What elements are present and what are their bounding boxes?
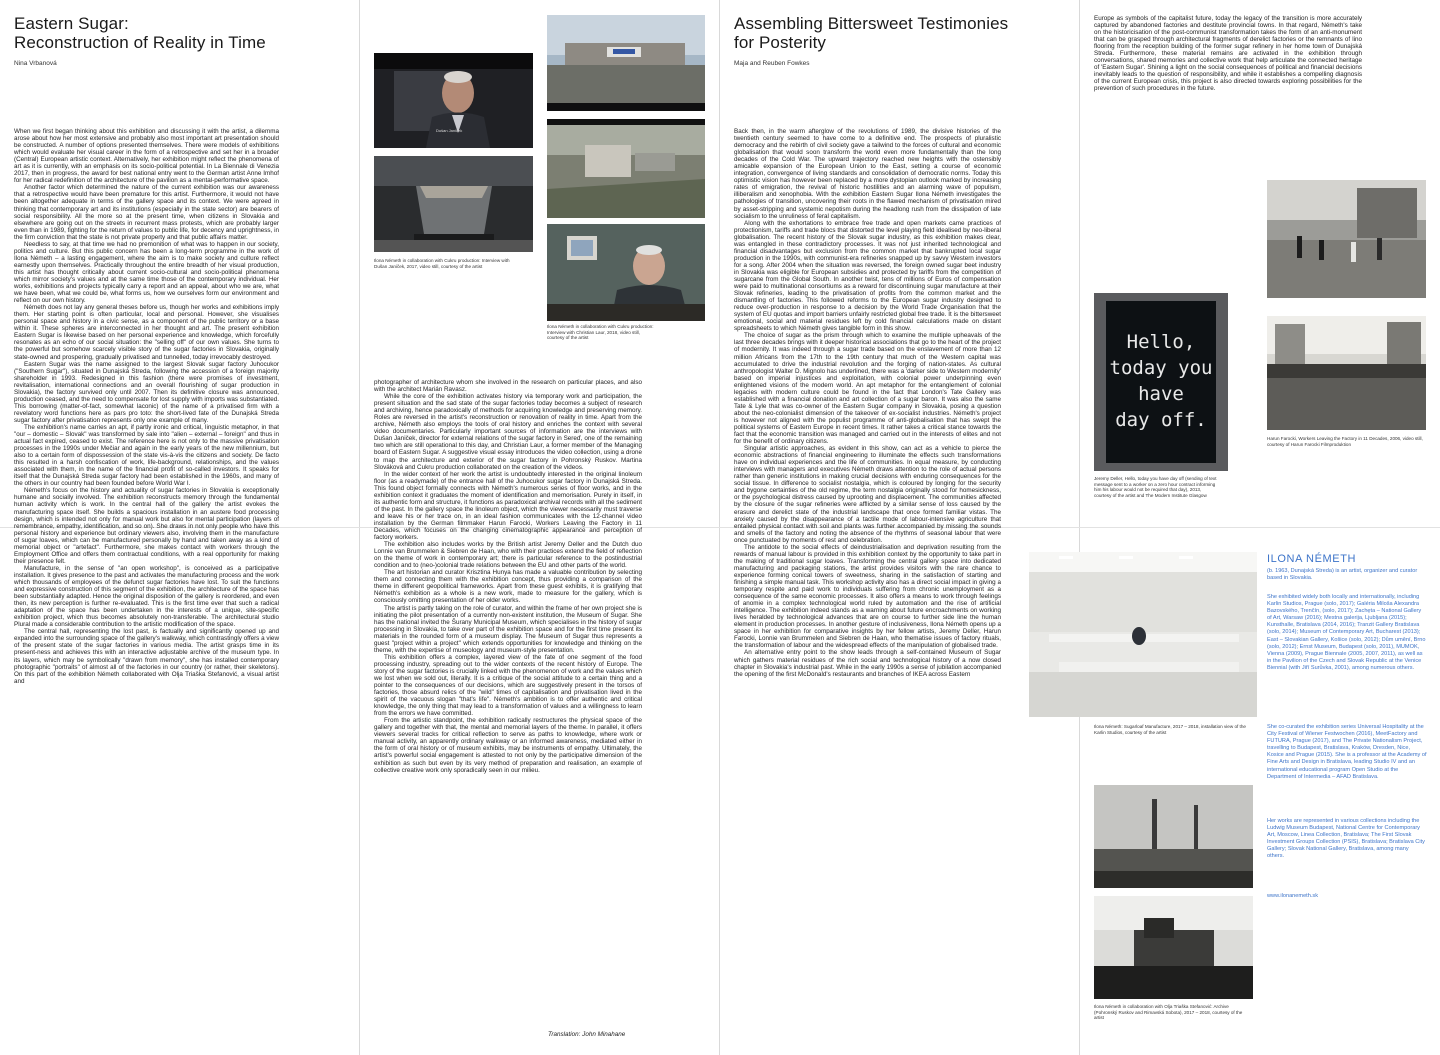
paragraph: Needless to say, at that time we had no premonition of what was to happen in our society, politics and culture. But this public concern has been a long-term programme in the work of Ilona Németh – a lasting engagement, where the aim is to make society and culture reflect earnestly upon themselves. Practically throughout the entire breadth of her visual production, this artist has thought critically about current socio-cultural and socio-political phenomena which mirror society's values and at the same time those of the contemporary individual. Her works, exhibitions and projects typically carry a report and an appeal, about who we are, what we have been, what we could be, what forms us, how we ourselves form our environment and reflect on our own history. bbox=[14, 240, 279, 305]
paragraph: Németh's focus on the history and actuality of sugar factories in Slovakia is exceptionally humane and socially involved. The exhibition reconstructs memory through the fundamental human activity which is work. In the central hall of the gallery the artist evokes the manufacturing space itself. She builds a spacious installation in an austere food processing design, which is intended not only for manual work but also for mental participation (layers of remembrance, empathy, identification, and so on). She draws in not only people who have this personal history and experience but ordinary viewers also, involving them in the manufacture of sugar loaves, which can be manufactured personally by hand and taken away as a kind of memorial object or "artefact". Furthermore, she makes contact with workers through the Employment Office and offers them contractual conditions, with a real opportunity for making their presence felt. bbox=[14, 487, 279, 565]
banner-text-line: day off. bbox=[1115, 409, 1207, 431]
article-author: Nina Vrbanová bbox=[14, 60, 57, 67]
photo-archive-chimneys bbox=[1094, 785, 1253, 888]
article-title-line: Eastern Sugar: bbox=[14, 14, 129, 33]
artist-bio-curating: She co-curated the exhibition series Universal Hospitality at the City Festival of Wiener Festwochen (2016), MeetFactory and FUTURA, Prague (2017), and The Private Nationalism Project, travelling to Budapest, Bratislava, Kraków, Dresden, Nice, Kosice and Prague (2015). She is a professor at the Academy of Fine Arts and Design in Bratislava, leading Studio IV and an international educational program Open Studio at the Department of Intermedia – AFAD Bratislava. bbox=[1267, 724, 1427, 780]
article-column bbox=[374, 379, 642, 1027]
artist-bio-intro: (b. 1963, Dunajská Streda) is an artist, organizer and curator based in Slovakia. bbox=[1267, 568, 1418, 582]
paragraph: While the core of the exhibition activates history via temporary work and participation, the present situation and the sad state of the sugar factories today becomes a subject of research and archiving, hence paradoxically of methods for acquiring knowledge and preserving memory. Roles are reversed in the artist's reconstruction or renovation of reality in time. Apart from the archive, Németh also employs the tools of oral history and enriches the context with several video documentaries. Particularly important sources of information are the interviews with Dušan Janiček, director for external relations of the sugar factory in Sereď, one of the remaining two which are still operational to this day, and Christian Laur, a former member of the Managing board of Eastern Sugar. A suggestive visual essay introduces the video collection, using a drone to map the architecture and exterior of the sugar factory in Pohronský Ruskov. Martina Slováková and Cukru production collaborated on the creation of the videos. bbox=[374, 393, 642, 471]
banner-text-line: have bbox=[1138, 383, 1184, 405]
photo-archive-factory bbox=[1094, 896, 1253, 999]
banner bbox=[1106, 301, 1216, 463]
paragraph: The exhibition's name carries an apt, if partly ironic and critical, linguistic metaphor, in that "our – domestic – Slovak" was transformed by sale into "alien – external – foreign" and thus in actual fact expired, ceased to exist. The reference here is not only to the massive privatisation processes in the 1990s under Mečiar and again in the early years of the new millennium, but also to a certain form of dispossession of the state vis-à-vis the citizens and society. De facto this resulted in a harsh confiscation of work, life-background, relationships, and the values associated with them, in the name of the financial profit of so-called investors. It speaks for itself that the Dunajská Streda sugar factory had been established in the 1960s, and many of the others in our country had been founded before World War I. bbox=[14, 423, 279, 488]
translation-credit: Translation: John Minahane bbox=[548, 1031, 626, 1038]
article-title-line: Reconstruction of Reality in Time bbox=[14, 33, 266, 52]
paragraph: The antidote to the social effects of deindustrialisation and deprivation resulting from the rewards of manual labour is provided in this exhibition context by the opportunity to take part in the making of traditional sugar loaves. Transforming the central gallery space into dedicated manufacturing and packaging stations, the artist provides visitors with the rare chance to experience forming conical towers of sweetness, sharing in the satisfaction of starting and finishing a simple manual task. This workshop activity also has a direct social impact in giving a temporary respite and paid work to individuals suffering from chronic unemployment as a consequence of the same economic processes. It also offers a means to work through feelings of anomie in a complex technological world ruled by automation and the rise of artificial intelligence. The exhibition indeed stands as a warning about future encroachments on working lives heralded by technological advances that are on course to further side line the human element in production processes. In another gesture of inclusiveness, Ilona Németh opens up a space in her exhibition for comparative insights by her fellow artists, Jeremy Deller, Harun Farocki, Lonnie van Brummelen and Siebren de Haan, who thematise issues of factory rituals, the transformation of labour and the widespread effects of the manipulation of globalised trade. bbox=[734, 543, 1001, 650]
figure-caption: Ilona Németh in collaboration with Olja Triaška Stefanović: Archive (Pohronský Ruskov and Rimavská Sobota), 2017 – 2018, courtesy of the artist bbox=[1094, 1004, 1243, 1021]
photo-sugar-factory-drone bbox=[547, 119, 705, 218]
paragraph: This exhibition offers a complex, layered view of the fate of one segment of the food processing industry, spreading out to the wider contexts of the recent history of Europe. The story of the sugar factories is crucially linked with the phenomenon of work and the values which we lost when we sold out, literally. It is a critique of the social attitude to a certain thing and a pointer to the consequences of our decisions, which are suggestively present in the torsos of factories, those absurd relics of the "wild" times of capitalisation and privatisation lived in the spirit of the vacuous slogan "that's life". Németh's ambition is to offer authentic and critical knowledge, the only thing that may lead to a transformation of values and a willingness to learn from the errors we have committed. bbox=[374, 653, 642, 718]
photo-sugar-factory-aerial bbox=[547, 15, 705, 111]
video-still-interview-janicek bbox=[374, 53, 533, 148]
video-still-interview-laur bbox=[547, 224, 705, 321]
artist-website-link[interactable]: www.ilonanemeth.sk bbox=[1267, 893, 1318, 899]
video-still-sugar-cart bbox=[374, 156, 533, 252]
artist-bio-exhibitions: She exhibited widely both locally and internationally, including Karlin Studios, Prague (solo, 2017); Galéria Miloša Alexandra Bazovského, Trenčín, (solo, 2017); Zachęta – National Gallery of Art, Warsaw (2016); Mestna galerija, Ljubljana (2015); Kunsthalle, Bratislava (2014, 2016); Tranzit Gallery Bratislava (solo, 2014); Museum of Contemporary Art, Bucharest (2013); East – Slovakian Gallery, Košice (solo, 2012); Dům umění, Brno (solo, 2012); Ernst Museum, Budapest (solo, 2011), MUMOK, Vienna (2009), Prague Biennale (2005, 2007, 2011), as well as in the Pavilion of the Czech and Slovak Republic at the Venice Biennial (with Jiří Surůvka, 2001), among numerous others. bbox=[1267, 594, 1426, 671]
video-still-workers-leaving-factory bbox=[1267, 180, 1426, 298]
paragraph: Europe as symbols of the capitalist future, today the legacy of the transition is more accurately captured by abandoned factories and destitute provincial towns. In that regard, Németh's take on the historicisation of the post-communist transformation takes the form of an anti-monument that can be grasped through architectural fragments of derelict factories or the remnants of lino flooring from the reception building of the former sugar refinery in her home town of Dunajská Streda. Furthermore, these material remains are activated in the exhibition through conversations, shared memories and collective work that help articulate the connected heritage of 'Eastern Sugar'. Shining a light on the social consequences of political and financial decisions inevitably leads to the question of responsibility, and while it establishes a compelling diagnosis of the current European crisis, this project is also directed towards exploring possibilities for the prevention of such procedures in the future. bbox=[1094, 15, 1362, 93]
banner-text-line: Hello, bbox=[1126, 331, 1196, 353]
article-title bbox=[14, 14, 344, 52]
paragraph: In the wider context of her work the artist is undoubtedly interested in the original linoleum floor (as a readymade) of the entrance hall of the Juhocukor sugar factory in Dunajská Streda. This found object formally connects with Németh's numerous series of floor works, and in the exhibition context it graduates the moment of identification and memorisation. Purely in itself, in its authentic form and structure, it functions as paradoxical archival records with all the sediment of the past. In the gallery space the linoleum object, which the viewer necessarily must traverse and leave his or her trace on, in an ideal fashion communicates with the 12-channel video installation by the German filmmaker Harun Farocki, Workers Leaving the Factory in 11 Decades, which focuses on the changing cinematographic appearance and perception of factory workers. bbox=[374, 470, 642, 542]
paragraph: Eastern Sugar was the name assigned to the largest Slovak sugar factory Juhocukor ("Southern Sugar"), situated in Dunajská Streda, following the accession of a foreign majority shareholder in 1993. Redesigned in this fashion (there were promises of investment, revitalisation, international connections and an overall flourishing of sugar production in Slovakia), the factory survived only until 2007. Then its definitive closure was announced, production ceased, and the need to compensate for lost supply with imports was substantiated. This borrowing (matter-of-fact, somewhat laconic) of the name of a privatised firm with a revelatory word functions here as pars pro toto: the short-lived fate of the Dunajská Streda sugar factory after privatisation represents only one example of many. bbox=[14, 360, 279, 424]
article-author: Maja and Reuben Fowkes bbox=[734, 60, 810, 67]
video-overlay-name: Dušan Janiček bbox=[436, 128, 463, 133]
figure-caption: Ilona Németh: Sugarloaf Manufacture, 2017 – 2018, installation view of the Karlin Studios, courtesy of the artist bbox=[1094, 724, 1246, 735]
article-column bbox=[734, 128, 1001, 1043]
photo-sugarloaf-manufacture-installation bbox=[1029, 552, 1257, 717]
figure-caption: Harun Farocki, Workers Leaving the Factory in 11 Decades, 2006, video still, courtesy of Harun Farocki Filmproduktion bbox=[1267, 436, 1423, 447]
paragraph: The artist is partly taking on the role of curator, and within the frame of her own project she is initiating the pilot presentation of a currently non-existent institution, the Museum of Sugar. She has the national invited the Šurany Municipal Museum, which specialises in the history of sugar processing in Slovakia, to take over part of the exhibition space and for the first time present its materials in the rounded form of a museum display. The Museum of Sugar thus represents a guest "project within a project" which extends opportunities for knowledge and thinking on the theme, with the expertise of museology and museum-style presentation. bbox=[374, 604, 642, 654]
paragraph: Back then, in the warm afterglow of the revolutions of 1989, the divisive histories of the twentieth century seemed to have come to a definitive end. The prospects of pluralistic democracy and the rebirth of civil society gave a tailwind to the forces of cultural and economic globalisation that would soon transform the world even more fundamentally than the long decades of the Cold War. The upward trajectory reached new heights with the ostensibly amicable expansion of the European Union to the East, setting a course of economic integration, convergence of living standards and consolidation of democratic norms. Today this optimistic vision has however been replaced by a more dystopian outlook marked by increasing rates of emigration, the revival of historic hostilities and an alarming wave of populism, illiberalism and xenophobia. With the exhibition Eastern Sugar Ilona Németh investigates the pathologies of transition, uncovering their roots in the flawed mechanism of privatisation mired by asset-stripping and systemic nepotism during the headlong rush from the dissipation of late socialism to the unruliness of feral capitalism. bbox=[734, 128, 1001, 220]
article-title-line: Assembling Bittersweet Testimonies bbox=[734, 14, 1009, 33]
article-title bbox=[734, 14, 1064, 52]
paragraph: Singular artistic approaches, as evident in this show, can act as a vehicle to pierce the economic abstractions of financial engineering to illuminate the effects such transformations have on individual experiences and the life of communities. In equal measure, by conducting interviews with managers and executives Németh draws attention to the role of actual persons rather than generic institutions in making crucial decisions with enduring consequences for the social tissue. In difference to socialist nostalgia, which is coloured by longing for the security and bygone certainties of the old regime, the term nostalgia originally stood for homesickness, or the psychological distress caused by uprooting and displacement. The communities affected by the closure of the sugar refineries were afflicted by a similar sense of loss caused by the erasure and derelict state of the industrial landscape that once formed familiar vistas. The anxiety caused by the disappearance of a tactile mode of labour-intensive agriculture that entailed physical contact with soil and plants was further accompanied by missing the sounds and smells of the factory and noting the absence of the rhythms of seasonal labour that were once punctuated by moments of rest and celebration. bbox=[734, 445, 1001, 544]
paragraph: Another factor which determined the nature of the current exhibition was our awareness that a retrospective would have been premature for this artist. Furthermore, it would not have been altogether adequate in terms of the gallery space and its context. We were agreed in thinking that contemporary art and its institutions (especially in the state sector) are bearers of social responsibility. All the more so at the present time, when citizens in Slovakia and elsewhere are going out on the streets in recurrent mass protests, which are probably larger even than in 1989, fighting for the return of values to public life, for decency and uprightness, in the firm conviction that the state is not private property and that public affairs matter. bbox=[14, 184, 279, 241]
article-title-line: for Posterity bbox=[734, 33, 826, 52]
paragraph: Németh does not lay any general theses before us, though her works and exhibitions imply them. Her starting point is often particular, local and personal. However, she visualises personal space and history in a civic sense, as a component of the public territory or a base within it. These spheres are interconnected in her thought and art. The present exhibition Eastern Sugar is likewise based on her personal experience and knowledge, which forcefully resonates as an echo of our social situation: the "selling off" of our own values. She turns to the powerful but somehow scarcely visible story of the sugar factories in Slovakia, originally state-owned and prospering, gradually privatised and tunnelled, today irrevocably destroyed. bbox=[14, 304, 279, 361]
artist-bio-collections: Her works are represented in various collections including the Ludwig Museum Budapest, National Centre for Contemporary Art, Moscow, Linea Collection, Bratislava; The First Slovak Investment Groups Collection (PSIS), Bratislava; Bratislava City Gallery; Slovak National Gallery, Bratislava, among many others. bbox=[1267, 818, 1425, 860]
paragraph: An alternative entry point to the show leads through a self-contained Museum of Sugar which gathers material residues of the rich social and technological history of a now closed chapter in Slovakia's industrial past. While in the early 1990s a sense of jubilation accompanied the opening of the first McDonald's restaurants and branches of IKEA across Eastern bbox=[734, 649, 1001, 678]
article-column bbox=[14, 128, 279, 1043]
paragraph: The central hall, representing the lost past, is factually and significantly opened up and expanded into the surrounding space of the gallery's walkway, which contrastingly offers a view of the present state of the sugar factories in various media. The artist grasps time in its present-ness and achieves this with an interactive adjustable archive of the museum type. In its layers, which may be symbolically "drawn from memory", she has installed contemporary photographic "portraits" of almost all of the factories in our country (or rather, their skeletons). On this part of the exhibition Németh collaborated with Olja Triaška Stefanović, a visual artist and bbox=[14, 628, 279, 685]
artist-name-heading: ILONA NÉMETH bbox=[1267, 553, 1357, 565]
video-still-workers-crowd bbox=[1267, 316, 1426, 430]
paragraph: Along with the exhortations to embrace free trade and open markets came practices of protectionism, tariffs and trade blocs that distorted the level playing field idealised by neo-liberal globalisation. The recent history of the Slovak sugar industry, as this exhibition makes clear, was entangled in these contradictory processes. It was not just inherited technological and financial disadvantages but exclusion from the common market that bankrupted local sugar production in the 1990s, with communist-era refineries snapped up by savvy Western investors for a song. After 2004 when the situation was reversed, the foreign owned sugar beet industry in Slovakia was eligible for European subsidies and protected by tariffs from the competition of sugarcane from the Global South. In another twist, tens of millions of Euros of compensation were paid to multinational consortiums as a reward for discontinuing sugar manufacture at their Slovak refineries, leading to the privatisation of profits from the common market and the dismantling of factories. This followed reforms to the European sugar industry designed to reduce over-production in response to a decision by the World Trade Organisation that the system of EU quotas and import barriers unfairly restricted global free trade. It is the bittersweet emotional, social and material residues left by cold financial calculations made on distant spreadsheets to which Németh gives tangible form in this show. bbox=[734, 219, 1001, 333]
paragraph: The choice of sugar as the prism through which to examine the multiple upheavals of the last three decades brings with it deeper historical associations that go to the heart of the project of modernity. It was indeed through a sugar trade based on the enslavement of more than 12 million Africans from the 17th to the 19th century that much of the Western capital was accumulated to drive the industrial revolution and the forging of nation-states. As cultural anthropologist Walter D. Mignolo has underlined, there was a 'darker side to Western modernity' based on imperial injustices and exploitation, with colonial power underpinning even enlightened visions of the modern world. An apt metaphor for the entanglement of colonial legacies with modern culture could be found in the fact that London's Tate Gallery was established with a financial donation and art collection of a sugar baron. It was also the same Tate & Lyle that was co-owner of the Eastern Sugar company in Slovakia, posing a question about the neo-colonialist dimension of the takeover of ex-socialist industries. Németh's project is however not aligned with the populist programme of anti-globalisation that has swept the political systems of Eastern Europe in recent times. It rather takes a critical stance towards the fact that the economic transition was managed and carried out in the interests of elites and not for the benefit of ordinary citizens. bbox=[734, 332, 1001, 446]
paragraph: photographer of architecture whom she involved in the research on particular places, and also with the architect Marián Ravasz. bbox=[374, 379, 642, 394]
figure-caption: Ilona Németh in collaboration with Cukru production: Interview with Christian Laur, 2018, video still, courtesy of the artist bbox=[547, 324, 654, 341]
paragraph: The exhibition also includes works by the British artist Jeremy Deller and the Dutch duo Lonnie van Brummelen & Siebren de Haan, who with their practices extend the field of reflection on the theme of work in contemporary art; there is particular reference to the postindustrial condition and to (neo-)colonial trade relations between the EU and other parts of the world. bbox=[374, 541, 642, 570]
paragraph: The art historian and curator Krisztina Hunya has made a valuable contribution by selecting them and connecting them with the exhibition concept, thus providing a comparison of the theme in different geopolitical frameworks. Apart from these guest exhibits, it is gratifying that Németh's exhibition as a whole is a new work, made to measure for the gallery, which is consciously omitting presentation of her older works. bbox=[374, 569, 642, 605]
paragraph: From the artistic standpoint, the exhibition radically restructures the physical space of the gallery and together with that, the mental and memorial layers of the theme. In parallel, it offers viewers several tracks for critical reflection to serve as paths to knowledge, where work or manual activity, an apparently ordinary walkway or an informed awareness, mediated either in the form of oral history or of museum exhibits, may be instruments of empathy. Ultimately, the artist's powerful social engagement is attested to not only by the participative dimension of the exhibition as such but even by its very method of preparation and realisation, an example of collective creative work only sporadically seen in our milieu. bbox=[374, 717, 642, 774]
paragraph: Manufacture, in the sense of "an open workshop", is conceived as a participative installation. It gives presence to the past and activates the manufacturing process and the work which thousands of employees of the defunct sugar factories have lost. To suit the functions and expressive construction of this segment of the exhibition, the architecture of the space has been substantially adapted. Hence the original disposition of the gallery is reordered, and even then, its new perception is further re-evaluated. This is the first time ever that such a radical adaptation of the space has been undertaken in the interests of a unique, site-specific exhibition project, which thus becomes absolutely non-transferable. The architectural studio Plural made a considerable contribution to the artistic modification of the space. bbox=[14, 564, 279, 629]
article-column bbox=[1094, 15, 1362, 150]
paragraph: When we first began thinking about this exhibition and discussing it with the artist, a dilemma arose about how her most extensive and probably also most important art presentation should be constructed. A number of options presented themselves. There were models of exhibitions which would evaluate her visual career in the form of a retrospective and set her in a broader (Central) European artistic context. Alternatively, her exhibition might reflect the phenomena of art as it is currently, with an emphasis on its socio-political potential. In La Biennale di Venezia 2017, then in progress, the award for best national entry went to the German artist Anne Imhof for her radical redefinition of the architecture of the pavilion as a mental-performative space. bbox=[14, 128, 279, 185]
figure-caption: Ilona Németh in collaboration with Cukru production: Interview with Dušan Janiček, 2017, video still, courtesy of the artist bbox=[374, 258, 510, 269]
photo-deller-banner bbox=[1094, 293, 1228, 471]
banner-text-line: today you bbox=[1109, 357, 1213, 379]
figure-caption: Jeremy Deller, Hello, today you have day off (sending of text message sent to a worker on a zero hour contract informing him his labour would not be required that day), 2013, courtesy of the artist and The Modern Institute Glasgow bbox=[1094, 476, 1217, 498]
